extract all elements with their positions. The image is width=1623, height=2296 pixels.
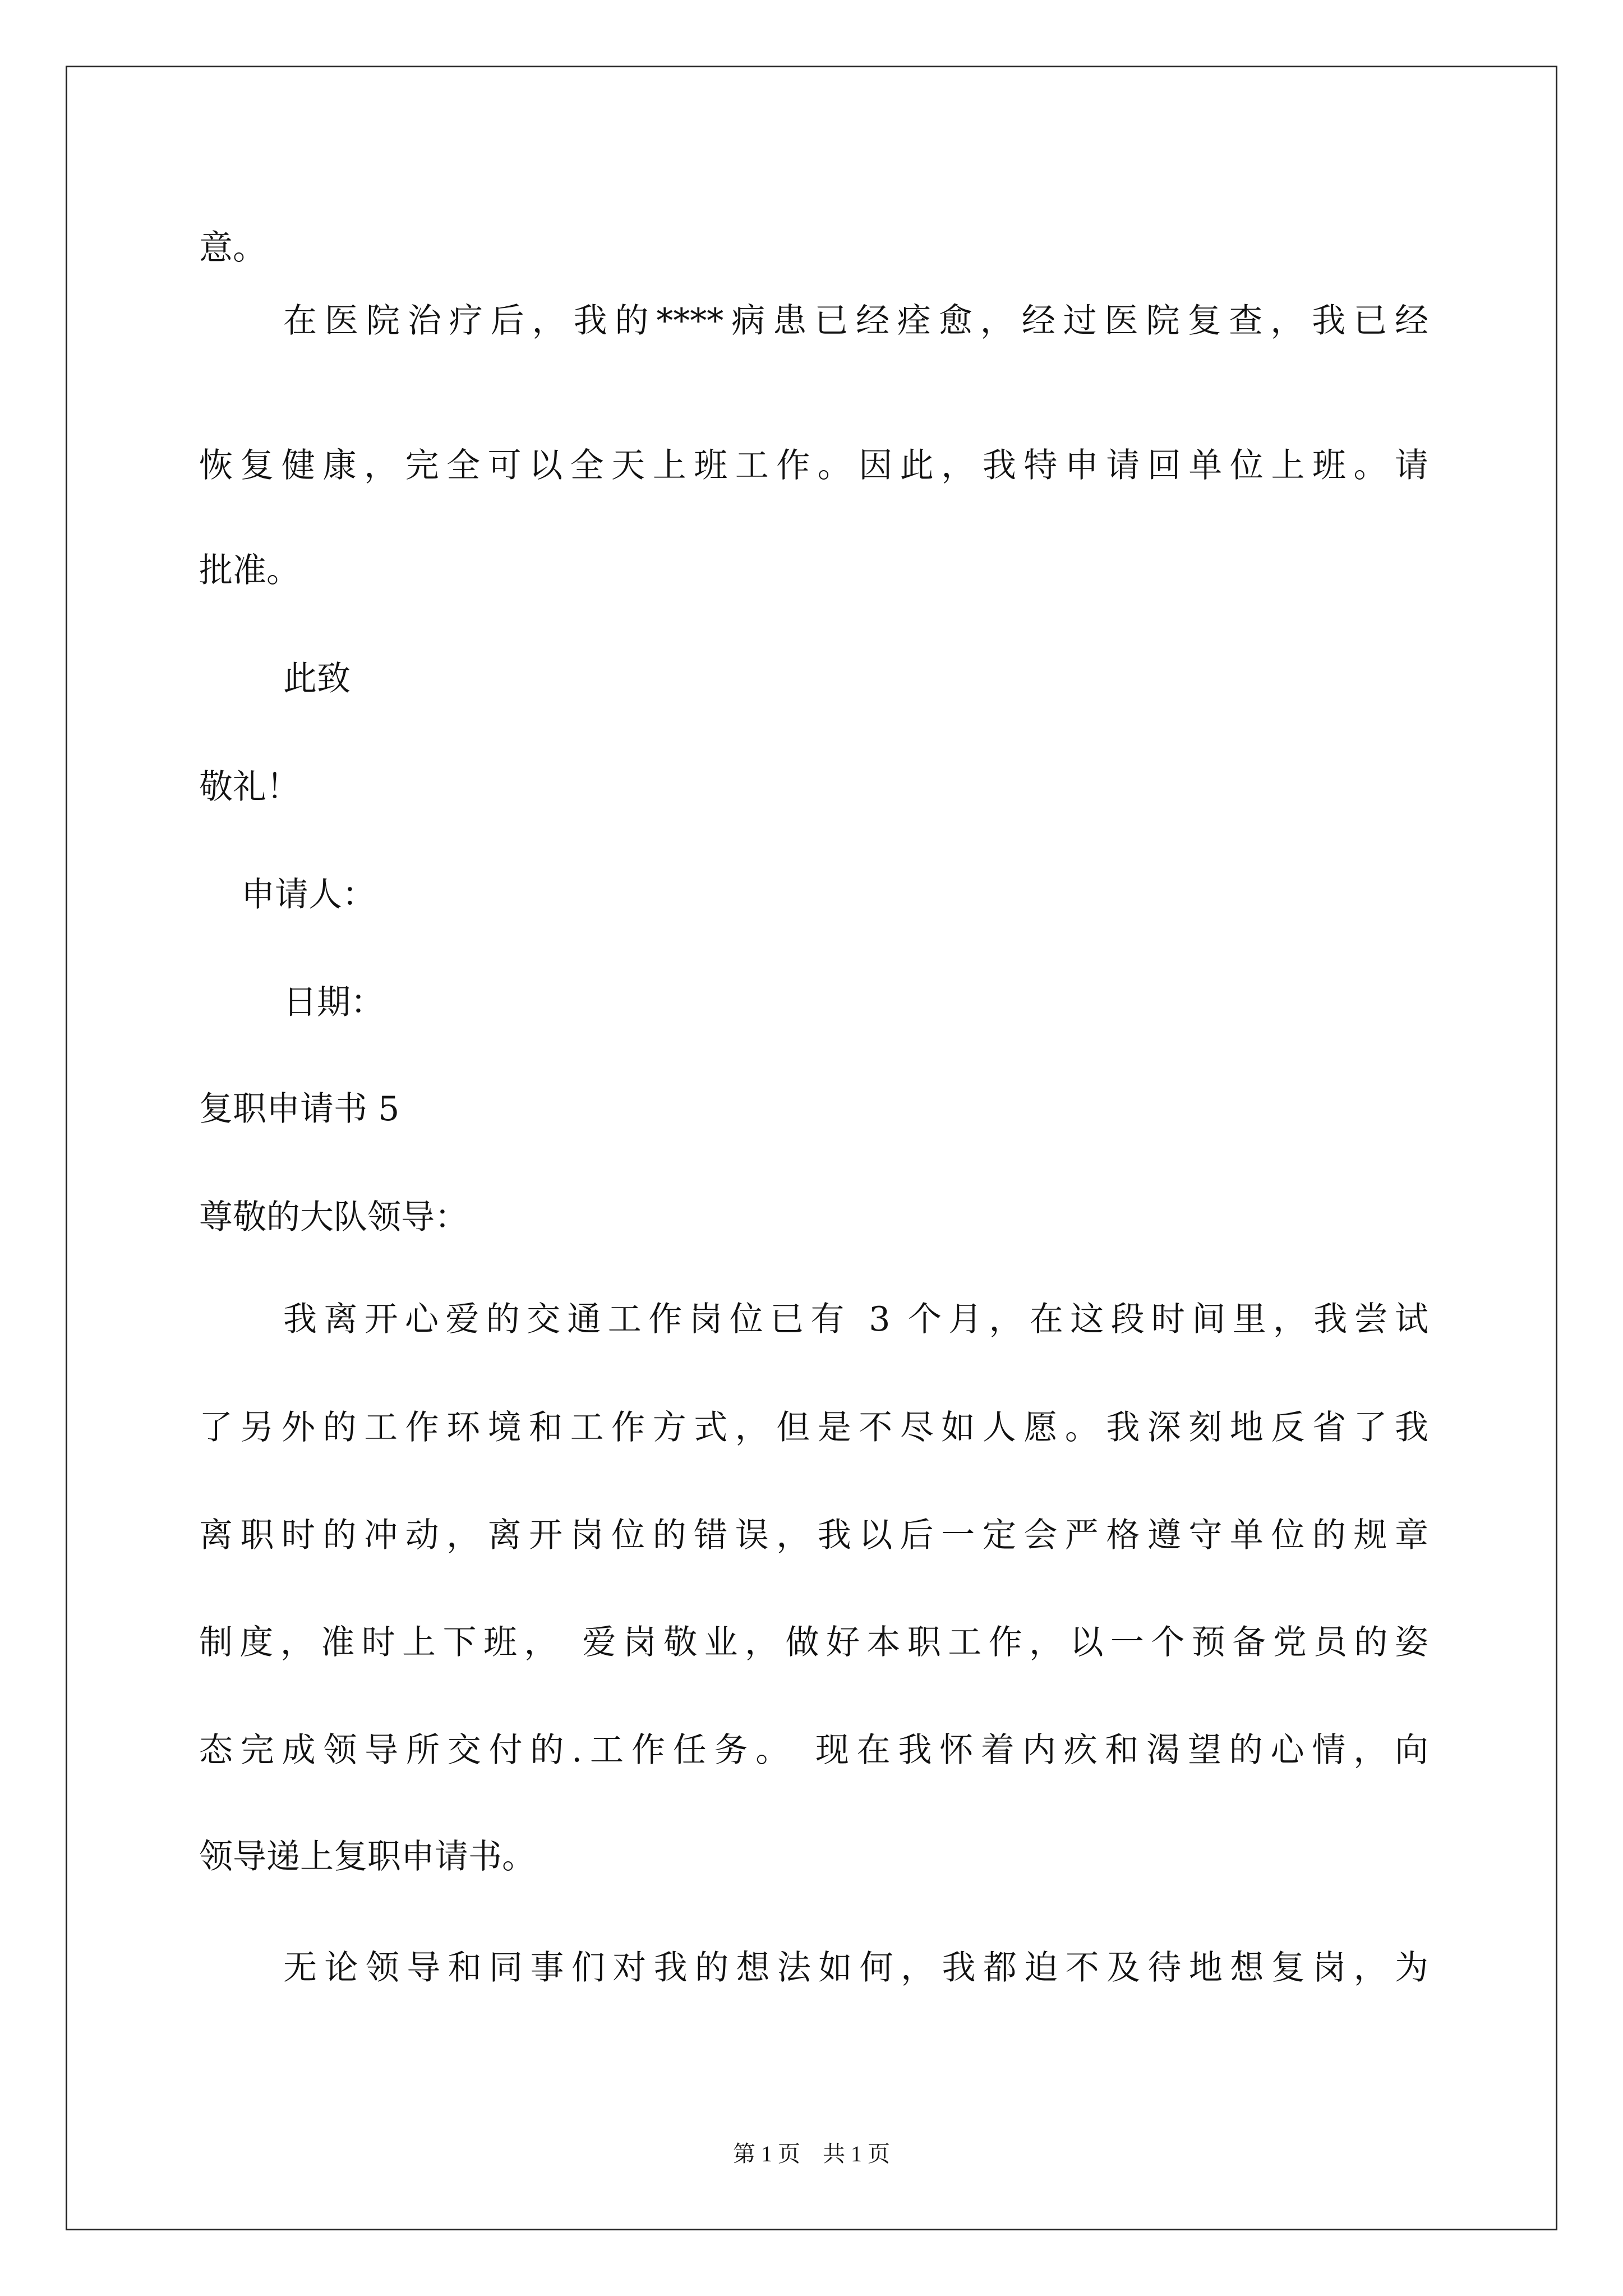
paragraph-line: 在医院治疗后，我的****病患已经痊愈，经过医院复查，我已经: [283, 301, 1428, 341]
paragraph-line: 领导递上复职申请书。: [199, 1837, 536, 1876]
text-line: 意。: [199, 228, 266, 268]
paragraph-line: 我离开心爱的交通工作岗位已有 3 个月，在这段时间里，我尝试: [283, 1300, 1428, 1339]
paragraph-line: 制度，准时上下班， 爱岗敬业，做好本职工作，以一个预备党员的姿: [199, 1623, 1428, 1662]
paragraph-line: 恢复健康，完全可以全天上班工作。因此，我特申请回单位上班。请: [199, 446, 1428, 485]
text-line: 批准。: [199, 551, 300, 590]
paragraph-line: 了另外的工作环境和工作方式，但是不尽如人愿。我深刻地反省了我: [199, 1408, 1428, 1447]
paragraph-line: 离职时的冲动，离开岗位的错误，我以后一定会严格遵守单位的规章: [199, 1516, 1428, 1555]
paragraph-line: 态完成领导所交付的.工作任务。 现在我怀着内疚和渴望的心情，向: [199, 1731, 1428, 1770]
section-heading: 复职申请书 5: [199, 1089, 400, 1129]
regards-line: 敬礼！: [199, 767, 300, 807]
applicant-label: 申请人：: [241, 875, 376, 914]
greeting-line: 尊敬的大队领导：: [199, 1198, 468, 1237]
page-number-footer: 第 1 页 共 1 页: [733, 2141, 890, 2166]
date-label: 日期：: [283, 983, 384, 1022]
page-border: [66, 66, 1557, 2230]
paragraph-line: 无论领导和同事们对我的想法如何，我都迫不及待地想复岗，为: [283, 1948, 1428, 1987]
salutation-closing: 此致: [283, 659, 351, 698]
